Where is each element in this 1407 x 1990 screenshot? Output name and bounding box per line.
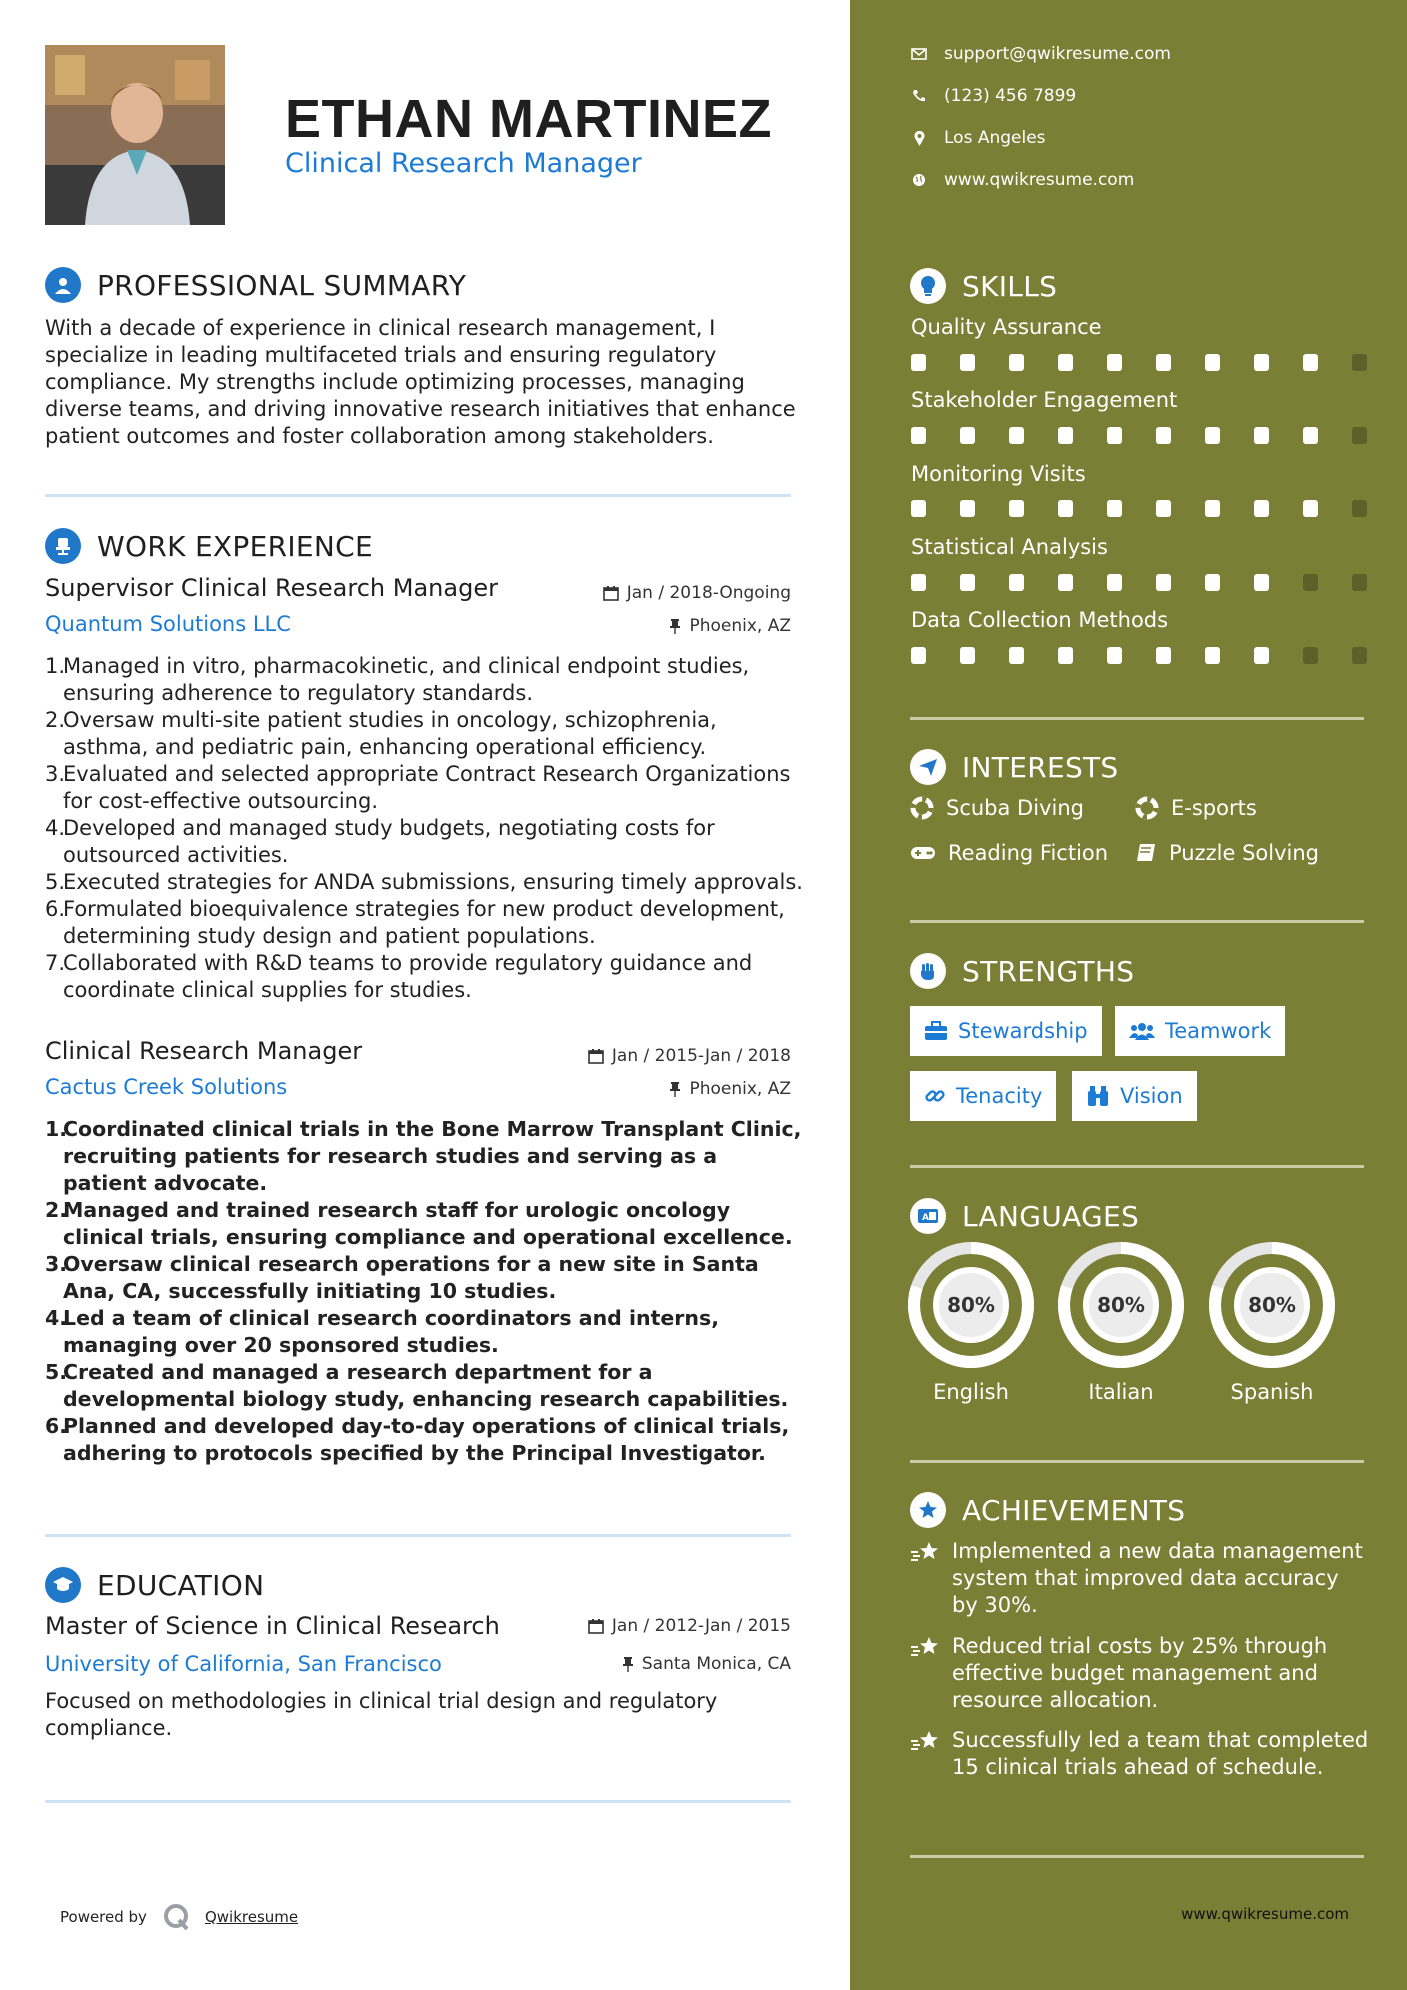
rating-dot-empty: [1352, 574, 1367, 591]
contact-email[interactable]: [910, 44, 1171, 64]
rating-dot-filled: [1205, 647, 1220, 664]
skill-rating: [911, 647, 1401, 664]
rating-dot-filled: [960, 427, 975, 444]
users-icon: [1129, 1021, 1155, 1041]
skills-title: SKILLS: [962, 269, 1058, 303]
list-item: Evaluated and selected appropriate Contract Research Organizations for cost-effective outsourcing.: [63, 762, 791, 813]
rating-dot-filled: [1303, 427, 1318, 444]
language-gauge: [1064, 1248, 1178, 1362]
job-dates-text: Jan / 2018-Ongoing: [626, 583, 791, 603]
rating-dot-filled: [960, 574, 975, 591]
pin-icon: [669, 1081, 681, 1097]
rating-dot-filled: [1009, 647, 1024, 664]
section-divider: [910, 1165, 1364, 1168]
contact-website[interactable]: [910, 170, 1134, 190]
achievement-item: [910, 1538, 1370, 1619]
skills-heading: [910, 268, 1057, 304]
degree: Master of Science in Clinical Research: [45, 1612, 500, 1640]
achievement-text: Reduced trial costs by 25% through effective budget management and resource allocation.: [952, 1634, 1328, 1712]
list-item: Collaborated with R&D teams to provide regulatory guidance and coordinate clinical supplies for studies.: [63, 951, 753, 1002]
rating-dot-filled: [1107, 574, 1122, 591]
interest-item: [910, 841, 1108, 865]
strength-label: Tenacity: [956, 1084, 1043, 1108]
interest-item: [910, 796, 1084, 820]
education-location-text: Santa Monica, CA: [641, 1654, 791, 1674]
rating-dot-filled: [1058, 500, 1073, 517]
powered-by-label: Powered by: [60, 1908, 147, 1926]
lifebuoy-icon: [910, 796, 934, 820]
section-divider: [910, 1855, 1364, 1858]
lightbulb-icon: [910, 268, 946, 304]
qwikresume-link[interactable]: Qwikresume: [204, 1908, 299, 1926]
strengths-title: STRENGTHS: [962, 954, 1135, 988]
interest-label: Scuba Diving: [946, 796, 1084, 820]
rating-dot-filled: [1058, 354, 1073, 371]
rating-dot-filled: [1254, 574, 1269, 591]
link-icon: [924, 1085, 946, 1107]
skill-name: Data Collection Methods: [911, 608, 1169, 632]
list-item: Developed and managed study budgets, negotiating costs for outsourced activities.: [63, 816, 715, 867]
paper-plane-icon: [910, 749, 946, 785]
rating-dot-filled: [1156, 647, 1171, 664]
rating-dot-filled: [1009, 354, 1024, 371]
rating-dot-filled: [1156, 574, 1171, 591]
achievement-item: [910, 1633, 1370, 1714]
section-divider: [45, 1800, 791, 1803]
interest-item: [1135, 841, 1319, 865]
list-item: Managed in vitro, pharmacokinetic, and clinical endpoint studies, ensuring adherence to regulatory standards.: [63, 654, 750, 705]
summary-text: With a decade of experience in clinical research management, I specialize in leading multifaceted trials and ensuring regulatory compliance. My strengths include optimizing processes, managing diverse teams, and driving innovative research initiatives that enhance patient outcomes and foster collaboration among stakeholders.: [45, 316, 796, 448]
skill-name: Statistical Analysis: [911, 535, 1108, 559]
skill-name: Quality Assurance: [911, 315, 1102, 339]
envelope-icon: [911, 48, 927, 60]
list-item: Created and managed a research department for a developmental biology study, enhancing research capabilities.: [63, 1360, 789, 1411]
list-item: Planned and developed day-to-day operations of clinical trials, adhering to protocols specified by the Principal Investigator.: [63, 1414, 790, 1465]
globe-icon: [912, 173, 926, 187]
interests-heading: [910, 749, 1119, 785]
achievement-item: [910, 1727, 1370, 1781]
strength-tag: [910, 1071, 1056, 1121]
chair-icon: [45, 528, 81, 564]
rating-dot-filled: [1107, 354, 1122, 371]
strength-tag: [910, 1006, 1102, 1056]
skill-rating: [911, 500, 1401, 517]
experience-heading: [45, 528, 373, 564]
gauge-label: 80%: [947, 1293, 995, 1317]
achievements-title: ACHIEVEMENTS: [962, 1493, 1186, 1527]
skill-rating: [911, 354, 1401, 371]
rating-dot-filled: [1303, 500, 1318, 517]
rating-dot-filled: [1107, 500, 1122, 517]
rating-dot-filled: [911, 500, 926, 517]
strength-label: Teamwork: [1165, 1019, 1272, 1043]
rating-dot-empty: [1303, 647, 1318, 664]
interest-label: Puzzle Solving: [1169, 841, 1319, 865]
list-item: Executed strategies for ANDA submissions, ensuring timely approvals.: [63, 870, 803, 894]
education-description: Focused on methodologies in clinical trial design and regulatory compliance.: [45, 1689, 718, 1740]
gauge-label: 80%: [1248, 1293, 1296, 1317]
section-divider: [45, 1534, 791, 1537]
job-company: Quantum Solutions LLC: [45, 612, 291, 636]
job-location-text: Phoenix, AZ: [689, 1079, 791, 1099]
rating-dot-filled: [1254, 647, 1269, 664]
languages-heading: [910, 1198, 1139, 1234]
rating-dot-filled: [1058, 427, 1073, 444]
skill-name: Stakeholder Engagement: [911, 388, 1178, 412]
rating-dot-filled: [1205, 500, 1220, 517]
translate-icon: [910, 1198, 946, 1234]
section-divider: [910, 1460, 1364, 1463]
rating-dot-filled: [960, 500, 975, 517]
achievement-text: Successfully led a team that completed 15 clinical trials ahead of schedule.: [952, 1728, 1369, 1779]
job-dates: [603, 583, 791, 603]
rating-dot-filled: [911, 354, 926, 371]
section-divider: [45, 494, 791, 497]
languages-title: LANGUAGES: [962, 1199, 1140, 1233]
qwikresume-logo-icon: [161, 1902, 191, 1932]
map-marker-icon: [914, 131, 925, 146]
calendar-icon: [588, 1618, 604, 1634]
rating-dot-filled: [911, 574, 926, 591]
sidebar: [850, 0, 1407, 1990]
rating-dot-filled: [911, 427, 926, 444]
rating-dot-filled: [1156, 354, 1171, 371]
powered-by: [60, 1902, 298, 1932]
shooting-star-icon: [910, 1635, 942, 1661]
job-location: [669, 1079, 791, 1099]
language-name: Italian: [1088, 1380, 1154, 1404]
job-dates: [588, 1046, 791, 1066]
rating-dot-filled: [911, 647, 926, 664]
rating-dot-filled: [1303, 354, 1318, 371]
briefcase-icon: [924, 1021, 948, 1041]
rating-dot-empty: [1352, 427, 1367, 444]
fist-icon: [910, 953, 946, 989]
school: University of California, San Francisco: [45, 1652, 442, 1676]
language-gauge: [1215, 1248, 1329, 1362]
education-location: [622, 1654, 791, 1674]
rating-dot-filled: [1156, 427, 1171, 444]
profile-photo: [45, 45, 225, 225]
shooting-star-icon: [910, 1540, 942, 1566]
achievements-heading: [910, 1492, 1185, 1528]
contact-phone[interactable]: [910, 86, 1076, 106]
summary-heading: [45, 267, 466, 303]
rating-dot-filled: [960, 354, 975, 371]
footer-website[interactable]: www.qwikresume.com: [1181, 1905, 1349, 1923]
strength-label: Vision: [1120, 1084, 1183, 1108]
shooting-star-icon: [910, 1729, 942, 1755]
rating-dot-filled: [1254, 500, 1269, 517]
rating-dot-filled: [1009, 500, 1024, 517]
job-dates-text: Jan / 2015-Jan / 2018: [611, 1046, 791, 1066]
star-badge-icon: [910, 1492, 946, 1528]
contact-phone-text: (123) 456 7899: [944, 86, 1077, 106]
gamepad-icon: [910, 844, 936, 862]
job-bullets: [45, 653, 805, 1004]
job-bullets: [45, 1116, 805, 1467]
rating-dot-filled: [1009, 427, 1024, 444]
contact-location: [910, 128, 1046, 148]
job-title: Supervisor Clinical Research Manager: [45, 574, 498, 602]
rating-dot-filled: [1205, 354, 1220, 371]
lifebuoy-icon: [1135, 796, 1159, 820]
gauge-label: 80%: [1097, 1293, 1145, 1317]
strengths-heading: [910, 953, 1134, 989]
rating-dot-filled: [1205, 574, 1220, 591]
list-item: Oversaw clinical research operations for a new site in Santa Ana, CA, successfully initiating 10 studies.: [63, 1252, 759, 1303]
skill-rating: [911, 427, 1401, 444]
rating-dot-filled: [960, 647, 975, 664]
list-item: Managed and trained research staff for urologic oncology clinical trials, ensuring compliance and operational excellence.: [63, 1198, 793, 1249]
education-heading: [45, 1567, 264, 1603]
svg-text:A: A: [922, 1213, 929, 1223]
language-name: English: [933, 1380, 1009, 1404]
list-item: Coordinated clinical trials in the Bone Marrow Transplant Clinic, recruiting patients for research studies and serving as a patient advocate.: [63, 1117, 802, 1195]
rating-dot-filled: [1058, 574, 1073, 591]
binoculars-icon: [1086, 1085, 1110, 1107]
user-icon: [45, 267, 81, 303]
rating-dot-filled: [1107, 647, 1122, 664]
achievement-text: Implemented a new data management system that improved data accuracy by 30%.: [952, 1539, 1363, 1617]
job-location-text: Phoenix, AZ: [689, 616, 791, 636]
section-divider: [910, 920, 1364, 923]
education-title: EDUCATION: [97, 1568, 265, 1602]
language-gauges: [850, 1240, 1407, 1380]
language-gauge: [914, 1248, 1028, 1362]
interests-title: INTERESTS: [962, 750, 1119, 784]
interest-item: [1135, 796, 1257, 820]
pin-icon: [622, 1656, 634, 1672]
phone-icon: [912, 89, 926, 103]
rating-dot-filled: [1107, 427, 1122, 444]
rating-dot-filled: [1058, 647, 1073, 664]
rating-dot-empty: [1303, 574, 1318, 591]
job-title: Clinical Research Manager: [45, 1037, 363, 1065]
rating-dot-empty: [1352, 354, 1367, 371]
rating-dot-filled: [1156, 500, 1171, 517]
contact-location-text: Los Angeles: [944, 128, 1046, 148]
experience-title: WORK EXPERIENCE: [97, 529, 373, 563]
job-location: [669, 616, 791, 636]
education-dates: [588, 1616, 791, 1636]
strength-tag: [1115, 1006, 1285, 1056]
section-divider: [910, 717, 1364, 720]
summary-title: PROFESSIONAL SUMMARY: [97, 268, 467, 302]
rating-dot-filled: [1254, 427, 1269, 444]
pin-icon: [669, 618, 681, 634]
language-name: Spanish: [1230, 1380, 1314, 1404]
rating-dot-empty: [1352, 647, 1367, 664]
list-item: Led a team of clinical research coordinators and interns, managing over 20 sponsored studies.: [63, 1306, 719, 1357]
rating-dot-filled: [1254, 354, 1269, 371]
contact-email-text: support@qwikresume.com: [944, 44, 1171, 64]
calendar-icon: [588, 1048, 604, 1064]
candidate-title: Clinical Research Manager: [285, 148, 642, 179]
graduation-cap-icon: [45, 1567, 81, 1603]
book-icon: [1135, 842, 1157, 864]
interest-label: Reading Fiction: [948, 841, 1109, 865]
skill-rating: [911, 574, 1401, 591]
list-item: Oversaw multi-site patient studies in oncology, schizophrenia, asthma, and pediatric pain, enhancing operational efficiency.: [63, 708, 717, 759]
candidate-name: ETHAN MARTINEZ: [285, 89, 772, 149]
skill-name: Monitoring Visits: [911, 462, 1086, 486]
list-item: Formulated bioequivalence strategies for new product development, determining study design and patient populations.: [63, 897, 785, 948]
contact-website-text: www.qwikresume.com: [944, 170, 1135, 190]
interest-label: E-sports: [1171, 796, 1257, 820]
rating-dot-filled: [1205, 427, 1220, 444]
job-company: Cactus Creek Solutions: [45, 1075, 288, 1099]
education-dates-text: Jan / 2012-Jan / 2015: [611, 1616, 791, 1636]
rating-dot-filled: [1009, 574, 1024, 591]
strength-label: Stewardship: [958, 1019, 1088, 1043]
calendar-icon: [603, 585, 619, 601]
strength-tag: [1072, 1071, 1197, 1121]
rating-dot-empty: [1352, 500, 1367, 517]
